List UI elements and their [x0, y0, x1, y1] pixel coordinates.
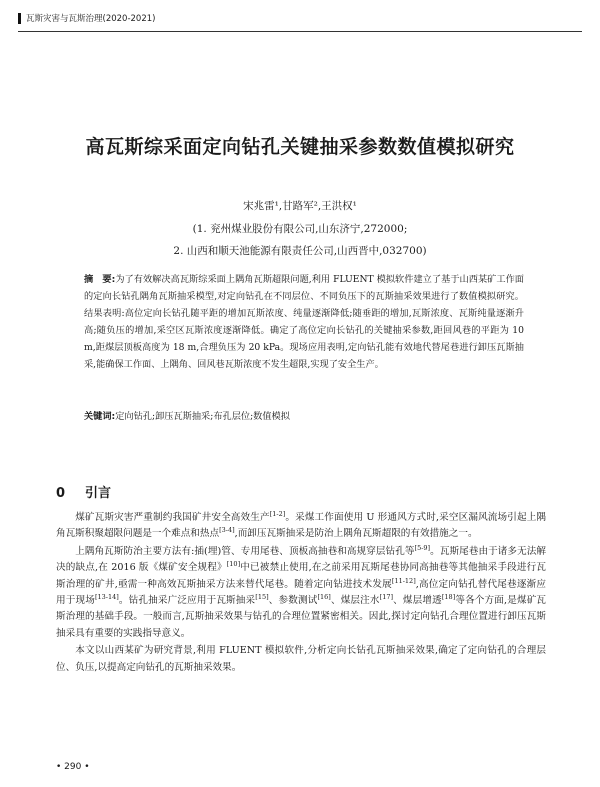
- text-run: 。采煤工作面使用 U 形通风方式时,采空区漏风流场引起上隅角瓦斯积聚超限问题是一个难点和热点: [56, 512, 547, 540]
- text-run: 、煤层增透: [393, 595, 442, 607]
- affiliation-2: 2. 山西和顺天池能源有限责任公司,山西晋中,032700): [173, 245, 427, 257]
- authors: 宋兆雷¹,甘路军²,王洪权¹: [243, 200, 357, 212]
- citation: [13-14]: [94, 593, 119, 602]
- citation: [17]: [379, 593, 393, 602]
- citation: [11-12]: [391, 576, 416, 585]
- text-run: 。瓦斯尾巷由于诸多无法解决的缺点,在 2016 版《煤矿安全规程》: [56, 545, 547, 574]
- paragraph-2: [56, 544, 546, 642]
- text-run: 中已被禁止使用,在之前采用瓦斯尾巷协同高抽巷等其他抽采手段进行瓦斯治理的矿井,亟需一种高效瓦斯抽采方法来替代尾巷。随着定向钻进技术发展: [56, 562, 546, 590]
- text-run: 、煤层注水: [330, 595, 380, 607]
- citation: [15]: [255, 593, 269, 602]
- citation: [1-2]: [269, 510, 286, 518]
- citation: [18]: [441, 593, 456, 602]
- citation: [16]: [317, 593, 331, 602]
- section-heading: [56, 482, 111, 501]
- citation: [3-4]: [219, 526, 235, 535]
- text-run: 煤矿瓦斯灾害严重制约我国矿井安全高效生产: [75, 512, 270, 523]
- header-marker: [18, 13, 21, 24]
- text-run: 上隅角瓦斯防治主要方法有:插(埋)管、专用尾巷、顶板高抽巷和高规穿层钻孔等: [75, 545, 415, 557]
- text-run: 。钻孔抽采广泛应用于瓦斯抽采: [118, 595, 256, 607]
- citation: [10]: [226, 560, 241, 569]
- abstract-text: 为了有效解决高瓦斯综采面上隅角瓦斯超限问题,利用 FLUENT 模拟软件建立了基于山西某矿工作面的定向长钻孔隅角瓦斯抽采模型,对定向钻孔在不同层位、不同负压下的瓦斯抽采效果进行了数值模拟研究。结果表明:高位定向长钻孔随平距的增加瓦斯浓度、纯量逐渐降低;随垂距的增加,瓦斯浓度、瓦斯纯量逐渐升高;随负压的增加,采空区瓦斯浓度逐渐降低。确定了高位定向长钻孔的关键抽采参数,距回风巷的平距为 10 m,距煤层顶板高度为 18 m,合理负压为 20 kPa。现场应用表明,定向钻孔能有效地代替尾巷进行卸压瓦斯抽采,能确保工作面、上隅角、回风巷瓦斯浓度不发生超限,实现了安全生产。: [84, 274, 524, 370]
- keywords-label: 关键词:: [84, 411, 116, 422]
- journal-header: [18, 12, 308, 24]
- page-number: • 290 •: [56, 762, 90, 772]
- keywords-text: 定向钻孔;卸压瓦斯抽采;布孔层位;数值模拟: [115, 411, 290, 422]
- header-divider: [18, 31, 582, 32]
- text-run: ,高位定向钻孔替代尾巷逐渐应用于现场: [56, 578, 546, 607]
- paragraph-1: [56, 510, 546, 543]
- body-text: [56, 510, 546, 677]
- abstract: [84, 271, 524, 373]
- affiliation-1: (1. 兖州煤业股份有限公司,山东济宁,272000;: [192, 223, 408, 235]
- paper-title: 高瓦斯综采面定向钻孔关键抽采参数数值模拟研究: [85, 136, 515, 158]
- text-run: 等各个方面,是煤矿瓦斯治理的基础手段。一般而言,瓦斯抽采效果与钻孔的合理位置紧密相关。因此,探讨定向钻孔合理位置进行卸压瓦斯抽采具有重要的实践指导意义。: [56, 595, 547, 639]
- journal-name: 瓦斯灾害与瓦斯治理(2020-2021): [26, 14, 156, 24]
- keywords: [84, 408, 524, 422]
- abstract-label: 摘 要:: [84, 274, 116, 285]
- section-number: 0: [56, 486, 66, 501]
- section-title: 引言: [85, 486, 112, 501]
- text-run: 、参数测试: [268, 595, 318, 607]
- text-run: ,而卸压瓦斯抽采是防治上隅角瓦斯超限的有效措施之一。: [234, 528, 478, 540]
- citation: [5-9]: [414, 543, 431, 552]
- paragraph-3: 本文以山西某矿为研究背景,利用 FLUENT 模拟软件,分析定向长钻孔瓦斯抽采效果,确定了定向钻孔的合理层位、负压,以提高定向钻孔的瓦斯抽采效果。: [56, 645, 546, 673]
